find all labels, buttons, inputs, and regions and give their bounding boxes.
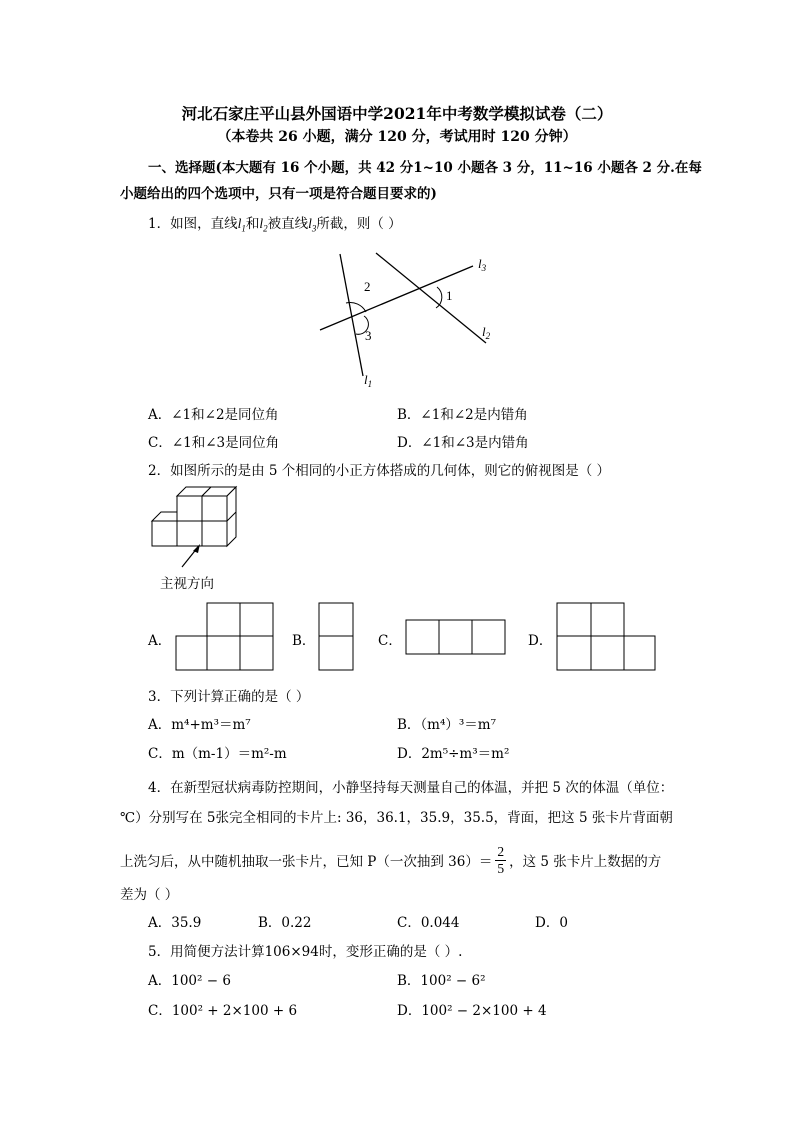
fig-l2-letter: l: [482, 324, 486, 339]
fig-l2-sub: 2: [485, 331, 491, 341]
q5-option-b: B．100² − 6²: [397, 973, 486, 989]
angle-1-arc: [436, 287, 442, 308]
q2-option-d-label: D．: [528, 633, 553, 649]
q5-option-c: C．100² + 2×100 + 6: [148, 1003, 298, 1019]
fig-l3-letter: l: [478, 256, 482, 271]
angle-1-label: 1: [446, 288, 453, 303]
q4-option-c: C．0.044: [397, 915, 460, 931]
q3-stem: 3．下列计算正确的是（ ）: [148, 689, 310, 705]
cube-front-3: [202, 521, 227, 546]
l3-subscript: 3: [311, 223, 317, 234]
q2-cube-figure: [140, 485, 250, 570]
fig-l1-label: [364, 372, 372, 389]
cube-upper-1: [177, 496, 202, 521]
cube-upper-2: [202, 496, 227, 521]
option-b-grid: [319, 603, 353, 670]
l3-letter: l: [308, 216, 312, 231]
q2-option-a-label: A．: [148, 633, 172, 649]
cube-front-2: [177, 521, 202, 546]
angle-2-label: 2: [364, 279, 371, 294]
q3-option-c: C．m（m-1）＝m²-m: [148, 746, 287, 762]
l2-subscript: 2: [263, 223, 268, 234]
q3-option-b: B．（m⁴）³＝m⁷: [397, 717, 497, 733]
q1-option-b: B．∠1和∠2是内错角: [397, 407, 528, 423]
line-l1-label: [237, 216, 246, 234]
angle-3-label: 3: [365, 328, 372, 343]
fig-l3-label: [478, 256, 487, 273]
exam-subtitle: （本卷共 26 小题，满分 120 分，考试用时 120 分钟）: [217, 129, 577, 145]
l2-letter: l: [259, 216, 264, 231]
option-d-grid: [557, 603, 655, 670]
front-view-label: 主视方向: [160, 576, 214, 592]
q2-option-b-label: B．: [292, 633, 316, 649]
q5-stem: 5．用简便方法计算106×94时，变形正确的是（ ）.: [148, 944, 463, 960]
q2-option-d-figure: [556, 602, 658, 672]
q2-option-c-label: C．: [378, 633, 402, 649]
section-heading-line2: 小题给出的四个选项中，只有一项是符合题目要求的): [120, 186, 437, 202]
q4-option-a: A．35.9: [148, 915, 202, 931]
cube-drawing: [152, 487, 236, 546]
q1-figure: [300, 240, 530, 400]
fig-l1-sub: 1: [367, 379, 373, 389]
section-heading-line1: 一、选择题(本大题有 16 个小题，共 42 分1~10 小题各 3 分，11~16 小题各 2 分.在每: [148, 160, 702, 176]
q3-option-d: D．2m⁵÷m³＝m²: [397, 746, 510, 762]
q4-line4: 差为（ ）: [120, 887, 179, 903]
q1-and: 和: [245, 216, 260, 232]
fig-l1-letter: l: [364, 372, 368, 387]
q2-option-a-figure: [175, 602, 275, 672]
fraction-numerator: 2: [497, 844, 505, 859]
q3-option-a: A．m⁴+m³＝m⁷: [148, 717, 251, 733]
l1-letter: l: [237, 216, 242, 231]
line-l1: [340, 254, 363, 376]
exam-title: 河北石家庄平山县外国语中学2021年中考数学模拟试卷（二）: [181, 104, 613, 123]
q2-option-c-figure: [405, 619, 507, 657]
q4-line3-start: 上洗匀后，从中随机抽取一张卡片，已知 P（一次抽到 36）＝: [120, 854, 493, 870]
q4-line1: 4．在新型冠状病毒防控期间，小静坚持每天测量自己的体温，并把 5 次的体温（单位：: [148, 780, 674, 796]
q4-line3: [120, 846, 661, 879]
option-c-grid: [406, 620, 505, 654]
q1-option-d: D．∠1和∠3是内错角: [397, 435, 529, 451]
q1-stem-start: 1．如图，直线: [148, 216, 238, 232]
q1-stem: [148, 212, 402, 234]
q4-line2: ℃）分别写在 5张完全相同的卡片上: 36，36.1，35.9，35.5，背面，把这 5 张卡片背面朝: [120, 810, 673, 826]
line-l2-label: [259, 216, 268, 234]
q1-mid: 被直线: [267, 216, 309, 232]
q2-option-b-figure: [318, 602, 358, 672]
q2-stem: 2．如图所示的是由 5 个相同的小正方体搭成的几何体，则它的俯视图是（ ）: [148, 463, 611, 479]
option-a-grid: [176, 603, 273, 670]
l1-subscript: 1: [241, 223, 246, 234]
q1-option-a: A．∠1和∠2是同位角: [148, 407, 279, 423]
cube-front-1: [152, 521, 177, 546]
q5-option-a: A．100² − 6: [148, 973, 231, 989]
fig-l3-sub: 3: [481, 263, 487, 273]
line-l2: [376, 253, 486, 343]
q1-stem-end: 所截，则（ ）: [316, 216, 402, 232]
q4-option-b: B．0.22: [258, 915, 312, 931]
q1-option-c: C．∠1和∠3是同位角: [148, 435, 280, 451]
q4-line3-end: ，这 5 张卡片上数据的方: [509, 854, 662, 870]
probability-fraction: [495, 844, 506, 877]
q4-option-d: D．0: [535, 915, 568, 931]
q5-option-d: D．100² − 2×100 + 4: [397, 1003, 547, 1019]
fraction-denominator: 5: [497, 861, 505, 876]
fig-l2-label: [482, 324, 491, 341]
